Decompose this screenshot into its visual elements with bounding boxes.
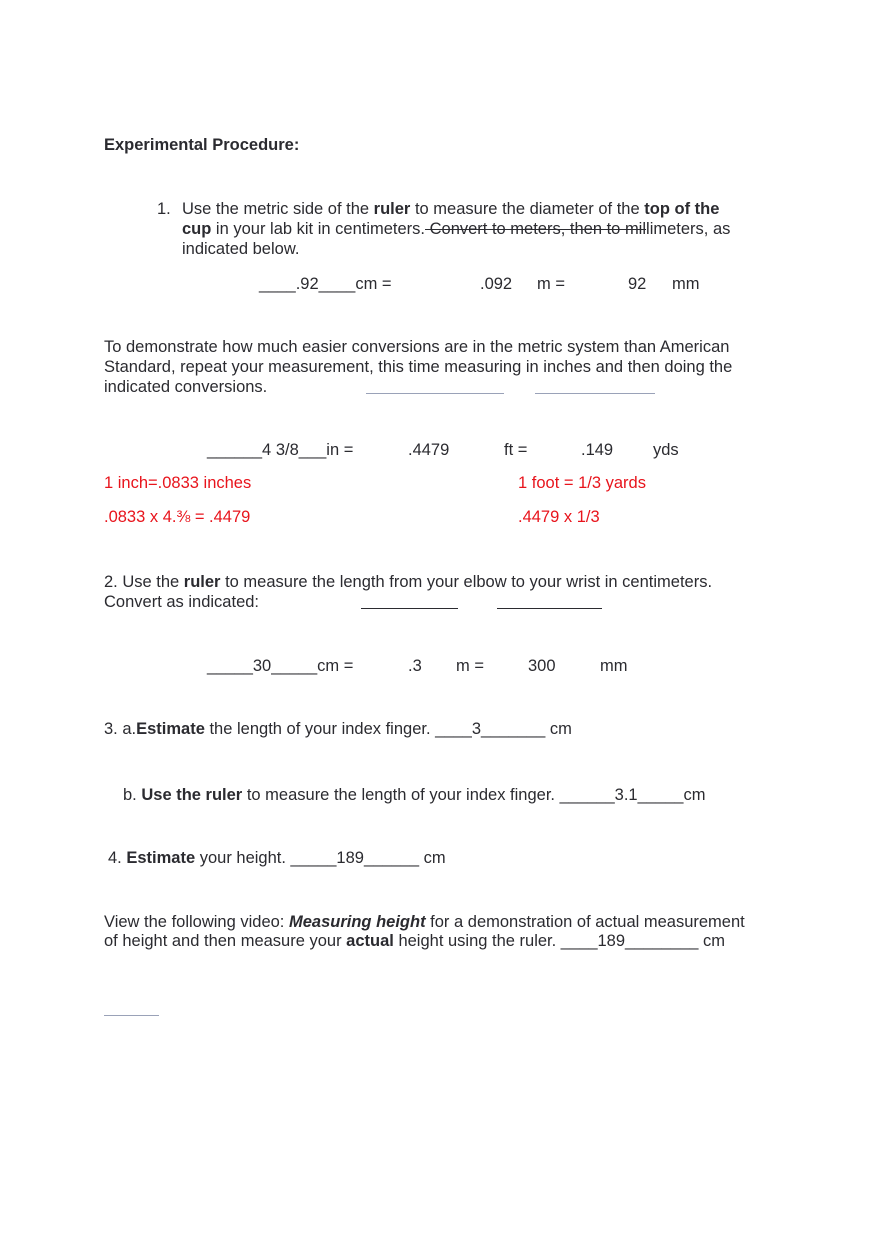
step2-blank-line-1	[361, 608, 458, 609]
step2-line1	[104, 572, 712, 592]
step2-answer-m-value: .3	[408, 657, 422, 675]
step2-line2: Convert as indicated:	[104, 593, 260, 611]
text: to measure the diameter of the	[410, 200, 645, 218]
text: of height and then measure your	[104, 932, 347, 950]
text: View the following video:	[104, 913, 289, 931]
text: Use the metric side of the	[182, 200, 374, 218]
step2-blank-line-2	[497, 608, 602, 609]
step3b-line	[123, 785, 705, 805]
text: 4.	[108, 849, 127, 867]
struck-text: Convert to meters, then to mil	[425, 220, 647, 238]
step1-number: 1.	[157, 200, 171, 218]
step1-line2	[182, 219, 730, 239]
text: b.	[123, 786, 142, 804]
text: 3. a.	[104, 720, 137, 738]
step1-answer-m-unit: m =	[537, 275, 565, 293]
step2-answer-m-unit: m =	[456, 657, 484, 675]
text: in your lab kit in centimeters.	[211, 220, 426, 238]
step2-answer-mm-unit: mm	[600, 657, 628, 675]
demo-note-inch: 1 inch=.0833 inches	[104, 474, 252, 492]
demo-line3: indicated conversions.	[104, 378, 268, 396]
text-bold: Estimate	[126, 849, 196, 867]
demo-answer-ft-unit: ft =	[504, 441, 528, 459]
demo-answer-yd-unit: yds	[653, 441, 679, 459]
demo-line2: Standard, repeat your measurement, this time measuring in inches and then doing the	[104, 358, 733, 376]
text-bold: ruler	[183, 573, 221, 591]
video-line2	[104, 931, 725, 951]
text: to measure the length of your index finger. ______3.1_____cm	[242, 786, 706, 804]
demo-answer-in: ______4 3/8___in =	[207, 441, 354, 459]
text: height using the ruler. ____189________ cm	[393, 932, 726, 950]
text: the length of your index finger. ____3_______ cm	[204, 720, 572, 738]
text: 2. Use the	[104, 573, 184, 591]
step1-answer-cm: ____.92____cm =	[259, 275, 392, 293]
demo-answer-ft-value: .4479	[408, 441, 450, 459]
step1-line1	[182, 199, 719, 219]
text-bold: actual	[346, 932, 394, 950]
text-bold: Use the ruler	[141, 786, 243, 804]
demo-blank-line-2	[535, 393, 655, 394]
step2-answer-cm: _____30_____cm =	[207, 657, 354, 675]
video-link-text[interactable]: Measuring height	[288, 913, 426, 931]
text-bold: Estimate	[136, 720, 205, 738]
demo-note-calc-yd: .4479 x 1/3	[518, 508, 600, 526]
step3a-line	[104, 719, 572, 739]
step4-line	[108, 848, 446, 868]
step2-answer-mm-value: 300	[528, 657, 556, 675]
demo-answer-yd-value: .149	[581, 441, 614, 459]
footnote-separator	[104, 1015, 159, 1016]
text: for a demonstration of actual measurement	[425, 913, 745, 931]
step1-answer-mm-unit: mm	[672, 275, 700, 293]
step1-answer-mm-value: 92	[628, 275, 647, 293]
video-line1	[104, 912, 745, 932]
text: to measure the length from your elbow to your wrist in centimeters.	[220, 573, 713, 591]
step1-line3: indicated below.	[182, 240, 300, 258]
demo-blank-line-1	[366, 393, 504, 394]
demo-note-calc-ft: .0833 x 4.⅜ = .4479	[104, 508, 251, 526]
step1-answer-m-value: .092	[480, 275, 513, 293]
text-bold: ruler	[373, 200, 411, 218]
page-heading: Experimental Procedure:	[104, 136, 300, 154]
text: limeters, as	[646, 220, 731, 238]
text-bold: cup	[182, 220, 212, 238]
text: your height. _____189______ cm	[195, 849, 446, 867]
demo-note-foot: 1 foot = 1/3 yards	[518, 474, 646, 492]
text-bold: top of the	[644, 200, 720, 218]
demo-line1: To demonstrate how much easier conversions are in the metric system than American	[104, 338, 730, 356]
